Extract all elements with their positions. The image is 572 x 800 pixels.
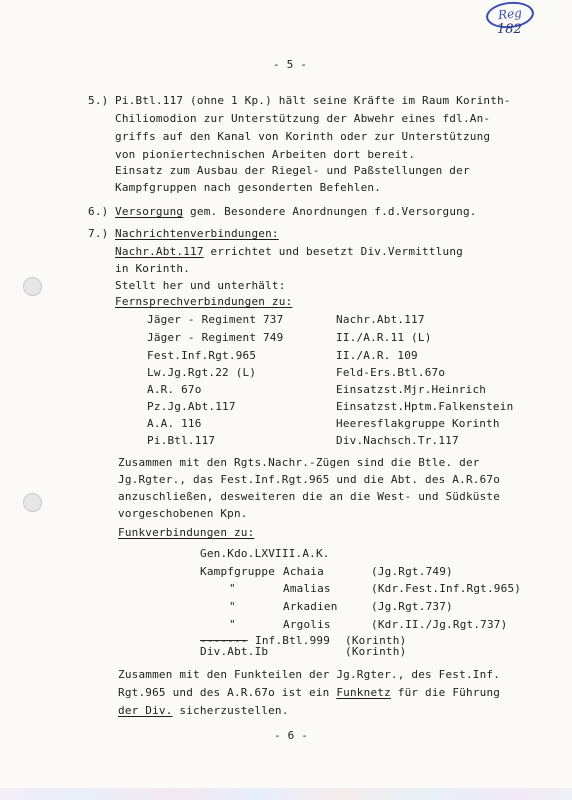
text-line: in Korinth. [115,262,191,275]
kampfgruppe-detail: (Jg.Rgt.749) [371,565,453,578]
connection-left: Pi.Btl.117 [147,434,216,447]
connection-right: II./A.R. 109 [336,349,418,362]
subsection-heading: Fernsprechverbindungen zu: [115,295,293,308]
connection-right: Div.Nachsch.Tr.117 [336,434,459,447]
item-number: 5.) [88,94,109,107]
text-line: von pioniertechnischen Arbeiten dort bereit. [115,148,416,161]
text-fragment: sicherzustellen. [172,704,289,717]
connection-right: II./A.R.11 (L) [336,331,432,344]
punch-hole [23,493,42,512]
underlined-term: Funknetz [336,686,391,699]
folio-number: 182 [497,22,522,37]
scan-edge [0,788,572,800]
kampfgruppe-name: Amalias [283,582,331,595]
unit-name: Nachr.Abt.117 [115,245,204,258]
text-line: vorgeschobenen Kpn. [118,507,248,520]
item-number: 7.) [88,227,109,240]
connection-left: Jäger - Regiment 749 [147,331,284,344]
radio-station: Inf.Btl.999 [255,634,331,647]
underlined-term: der Div. [118,704,173,717]
text-fragment: errichtet und besetzt Div.Vermittlung [203,245,463,258]
text-fragment: für die Führung [390,686,501,699]
text-fragment: gem. Besondere Anordnungen f.d.Versorgung. [183,205,477,218]
kampfgruppe-detail: (Jg.Rgt.737) [371,600,453,613]
text-line: Einsatz zum Ausbau der Riegel- und Paßstellungen der [115,164,470,177]
radio-station-detail: (Korinth) [345,645,407,658]
page-number-top: - 5 - [273,58,308,71]
connection-left: Jäger - Regiment 737 [147,313,284,326]
connection-right: Einsatzst.Hptm.Falkenstein [336,400,514,413]
connection-right: Feld-Ers.Btl.67o [336,366,446,379]
text-line [118,704,289,717]
kampfgruppe-name: Arkadien [283,600,338,613]
text-line: Chiliomodion zur Unterstützung der Abwehr eines fdl.An- [115,112,491,125]
kampfgruppe-detail: (Kdr.II./Jg.Rgt.737) [371,618,508,631]
connection-left: Fest.Inf.Rgt.965 [147,349,257,362]
subsection-heading: Funkverbindungen zu: [118,526,255,539]
text-line [115,205,477,218]
text-line: Stellt her und unterhält: [115,279,286,292]
connection-left: A.A. 116 [147,417,202,430]
connection-right: Einsatzst.Mjr.Heinrich [336,383,487,396]
connection-right: Nachr.Abt.117 [336,313,425,326]
punch-hole [23,277,42,296]
text-line [118,686,500,699]
ditto-mark: " [229,618,236,631]
kampfgruppe-name: Achaia [283,565,324,578]
struck-out-text: ------- [200,634,248,647]
connection-left: Lw.Jg.Rgt.22 (L) [147,366,257,379]
text-line: anzuschließen, desweiteren die an die West- und Südküste [118,490,501,503]
text-line: griffs auf den Kanal von Korinth oder zur Unterstützung [115,130,491,143]
ditto-mark: " [229,582,236,595]
kampfgruppe-name: Argolis [283,618,331,631]
text-line: Pi.Btl.117 (ohne 1 Kp.) hält seine Kräfte im Raum Korinth- [115,94,511,107]
connection-left: A.R. 67o [147,383,202,396]
text-fragment: Rgt.965 und des A.R.67o ist ein [118,686,337,699]
kampfgruppe-label: Kampfgruppe [200,565,276,578]
radio-station: Gen.Kdo.LXVIII.A.K. [200,547,330,560]
text-line: Jg.Rgter., das Fest.Inf.Rgt.965 und die Abt. des A.R.67o [118,473,501,486]
text-line: Kampfgruppen nach gesonderten Befehlen. [115,181,382,194]
text-line: Zusammen mit den Rgts.Nachr.-Zügen sind die Btle. der [118,456,480,469]
section-heading: Versorgung [115,205,184,218]
text-line [115,245,463,258]
section-heading: Nachrichtenverbindungen: [115,227,279,240]
archive-stamp: Reg [485,0,535,30]
radio-station: Div.Abt.Ib [200,645,269,658]
item-number: 6.) [88,205,109,218]
ditto-mark: " [229,600,236,613]
text-line: Zusammen mit den Funkteilen der Jg.Rgter., des Fest.Inf. [118,668,501,681]
page-number-bottom: - 6 - [274,729,309,742]
connection-left: Pz.Jg.Abt.117 [147,400,236,413]
connection-right: Heeresflakgruppe Korinth [336,417,500,430]
radio-station-detail: (Korinth) [345,634,407,647]
kampfgruppe-detail: (Kdr.Fest.Inf.Rgt.965) [371,582,522,595]
